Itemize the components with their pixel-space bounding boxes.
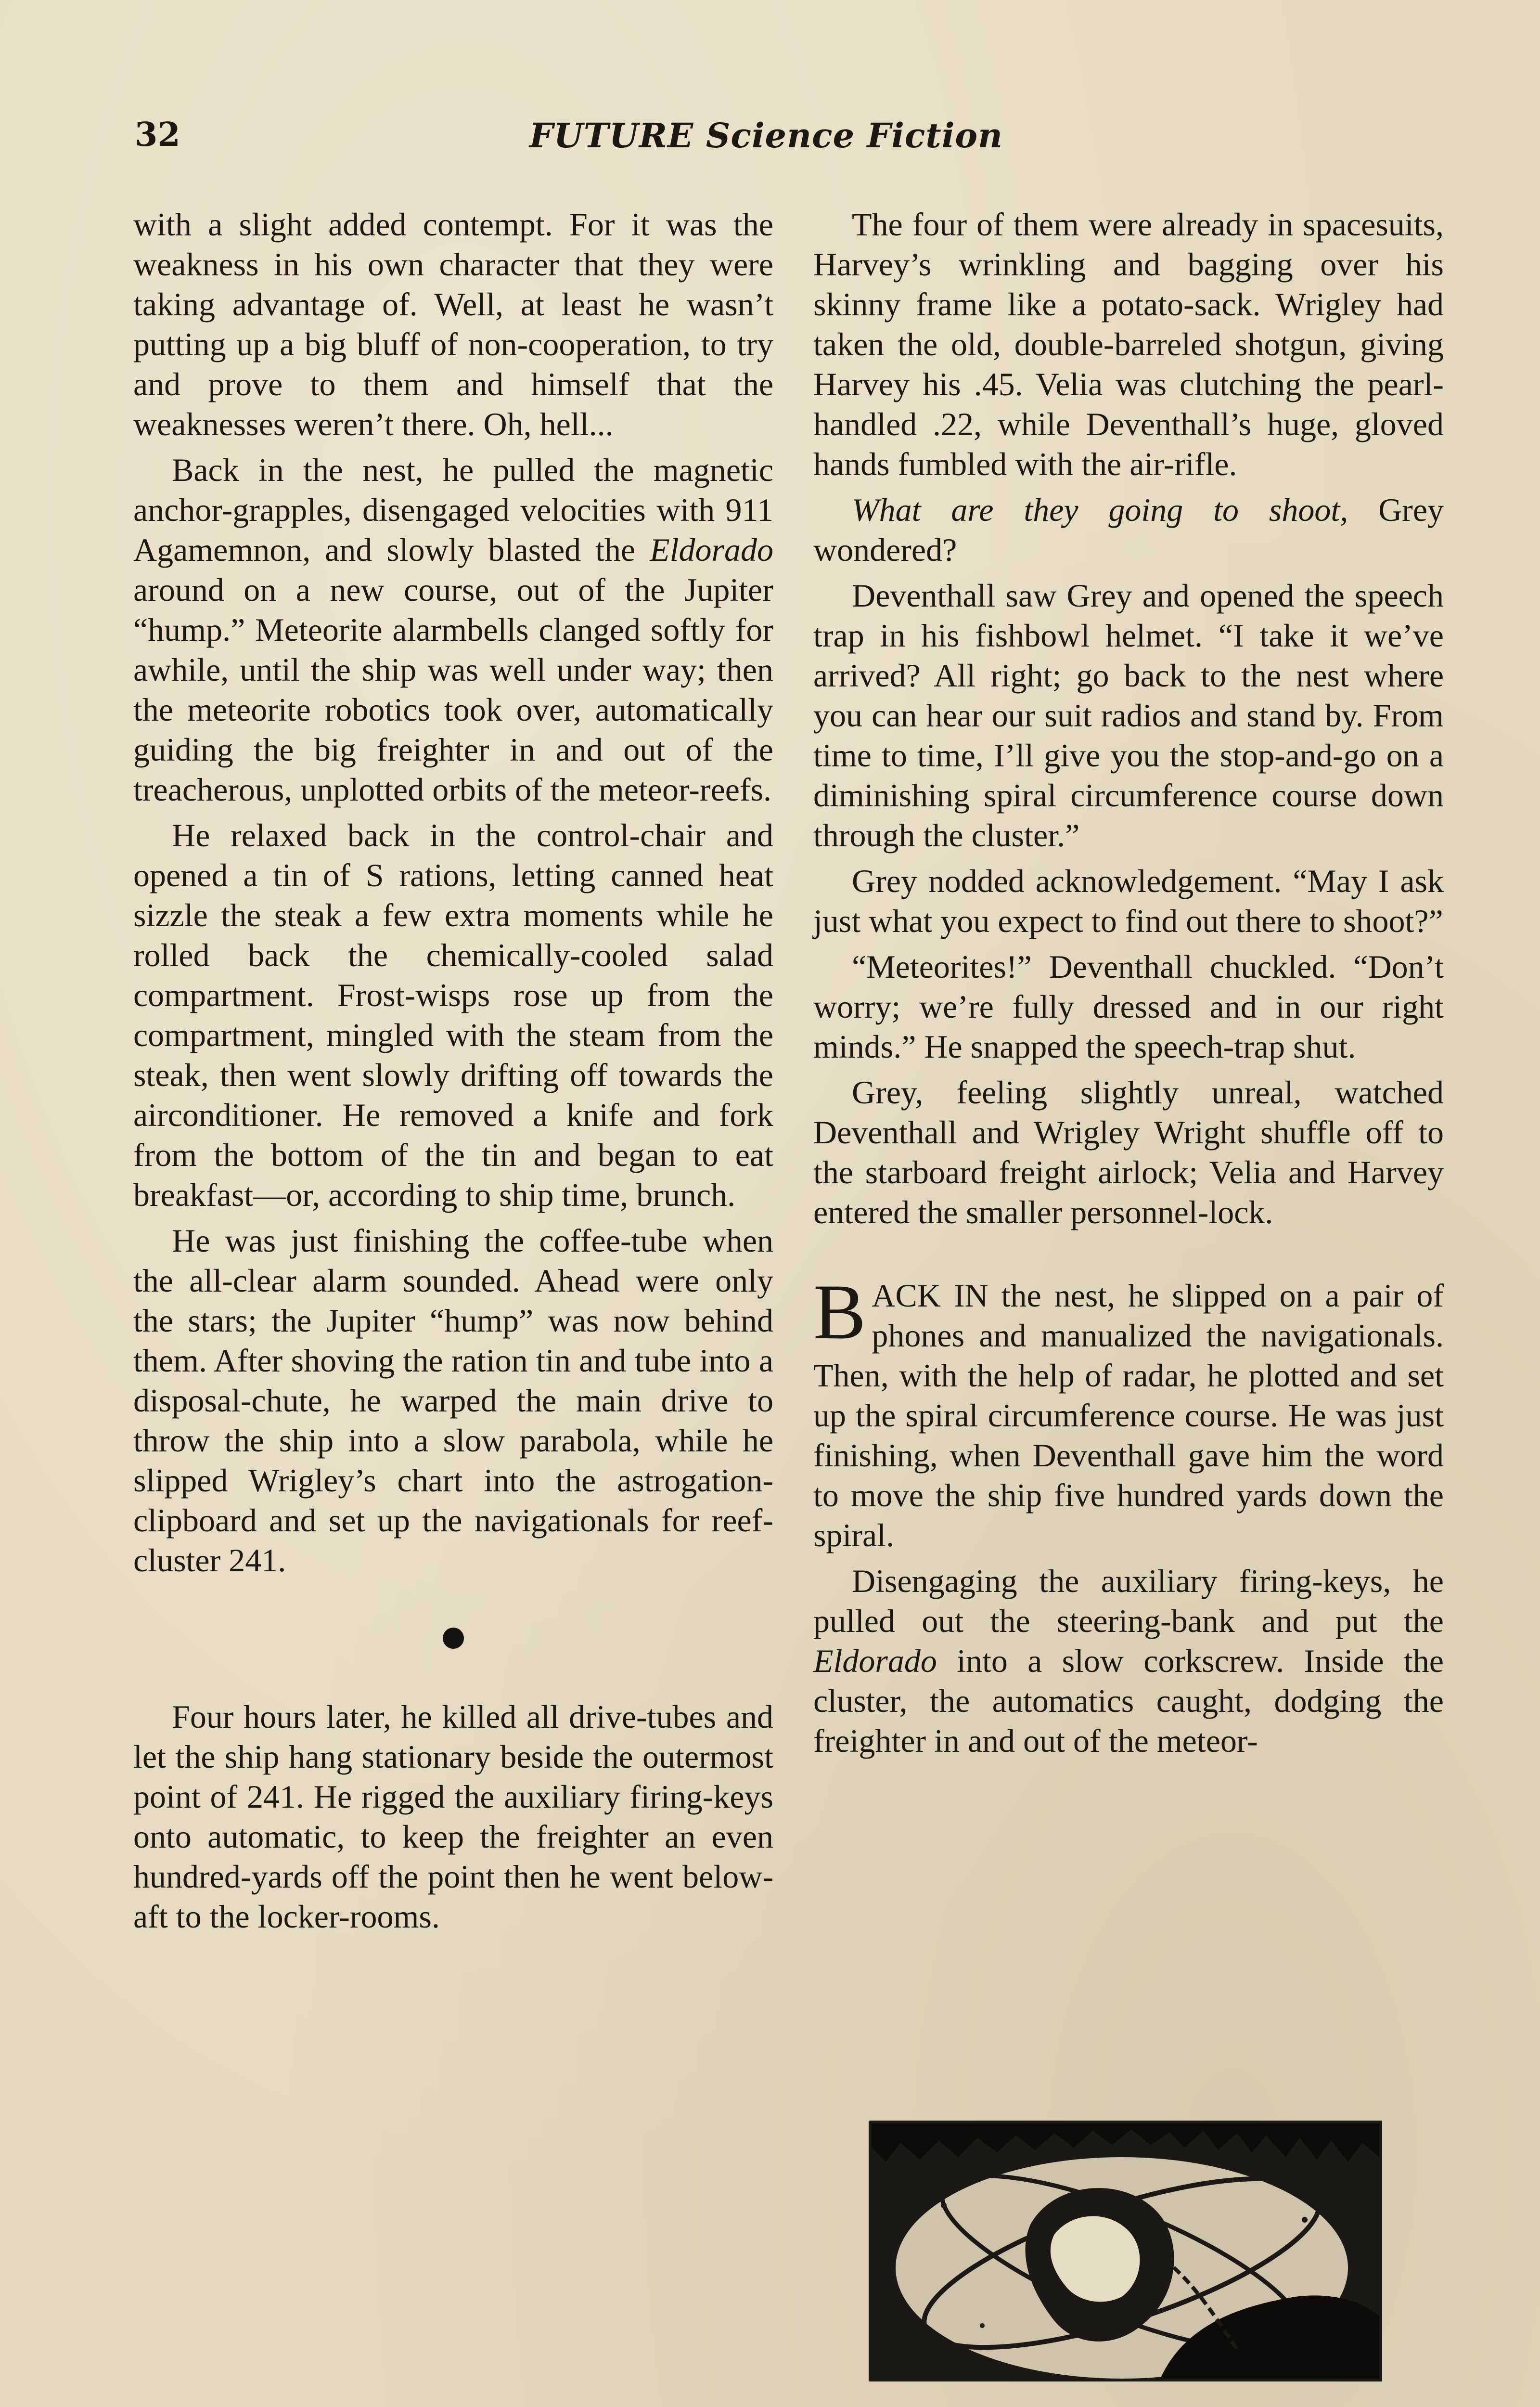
text-run: the nest, he slipped on a pair of phones and manualized the navigationals. Then, with the help of radar, he plotted and set up the spiral circumference course. He was just finishing, when Deventhall gave him the word to move the ship five hundred yards down the spiral. xyxy=(813,1277,1444,1553)
text-run: Disengaging the auxiliary firing-keys, he pulled out the steering-bank and put the xyxy=(813,1563,1444,1639)
right-column xyxy=(813,205,1444,1761)
paragraph: Deventhall saw Grey and opened the speech trap in his fishbowl helmet. “I take it we’ve arrived? All right; go back to the nest where you can hear our suit radios and stand by. From time to time, I’ll give you the stop-and-go on a diminishing spiral circumference course down through the cluster.” xyxy=(813,577,1444,854)
paragraph xyxy=(813,1561,1444,1761)
paragraph-dropcap xyxy=(813,1268,1444,1555)
illustration-drawing xyxy=(872,2123,1379,2379)
text-run: Back in the nest, he pulled the magnetic anchor-grapples, disengaged velocities with 911 Agamemnon, and slowly blasted the xyxy=(133,452,773,568)
page-number: 32 xyxy=(135,116,180,154)
running-title: FUTURE Science Fiction xyxy=(529,116,1003,155)
text-run: Grey wondered? xyxy=(813,492,1444,568)
italic-thought: What are they going to shoot, xyxy=(852,492,1348,528)
paragraph: He relaxed back in the control-chair and opened a tin of S rations, letting canned heat sizzle the steak a few extra moments while he rolled back the chemically-cooled salad compartment. Frost-wisps rose up from the compartment, mingled with the steam from the steak, then went slowly drifting off towards the airconditioner. He removed a knife and fork from the bottom of the tin and began to eat breakfast—or, according to ship time, brunch. xyxy=(133,817,773,1213)
spot-illustration xyxy=(869,2121,1382,2381)
paragraph: Grey, feeling slightly unreal, watched Deventhall and Wrigley Wright shuffle off to the starboard freight airlock; Velia and Harvey entered the smaller personnel-lock. xyxy=(813,1074,1444,1230)
text-run: around on a new course, out of the Jupiter “hump.” Meteorite alarmbells clanged softly for awhile, until the ship was well under way; then the meteorite robotics took over, automatically guiding the big freighter in and out of the treacherous, unplotted orbits of the meteor-reefs. xyxy=(133,571,773,808)
paragraph xyxy=(133,450,773,810)
left-column xyxy=(133,205,773,1937)
page-header xyxy=(130,116,1449,168)
paragraph xyxy=(813,490,1444,570)
lead-in: ACK IN xyxy=(872,1277,988,1314)
drop-cap: B xyxy=(813,1268,866,1356)
ship-name-italic: Eldorado xyxy=(650,531,773,568)
paragraph: Four hours later, he killed all drive-tubes and let the ship hang stationary beside the outermost point of 241. He rigged the auxiliary firing-keys onto automatic, to keep the freighter an even hundred-yards off the point then he went below-aft to the locker-rooms. xyxy=(133,1698,773,1935)
paragraph: The four of them were already in spacesuits, Harvey’s wrinkling and bagging over his skinny frame like a potato-sack. Wrigley had taken the old, double-barreled shotgun, giving Harvey his .45. Velia was clutching the pearl-handled .22, while Deventhall’s huge, gloved hands fumbled with the air-rifle. xyxy=(813,206,1444,482)
paragraph: with a slight added contempt. For it was the weakness in his own character that they were taking advantage of. Well, at least he wasn’t putting up a big bluff of non-cooperation, to try and prove to them and himself that the weaknesses weren’t there. Oh, hell... xyxy=(133,206,773,442)
ship-name-italic: Eldorado xyxy=(813,1643,937,1679)
section-break-dot xyxy=(443,1628,464,1649)
paragraph: Grey nodded acknowledgement. “May I ask just what you expect to find out there to shoot?” xyxy=(813,863,1444,939)
text-run: into a slow corkscrew. Inside the cluster, the automatics caught, dodging the freighter in and out of the meteor- xyxy=(813,1643,1444,1759)
paragraph: “Meteorites!” Deventhall chuckled. “Don’t worry; we’re fully dressed and in our right minds.” He snapped the speech-trap shut. xyxy=(813,948,1444,1065)
paragraph: He was just finishing the coffee-tube when the all-clear alarm sounded. Ahead were only the stars; the Jupiter “hump” was now behind them. After shoving the ration tin and tube into a disposal-chute, he warped the main drive to throw the ship into a slow parabola, while he slipped Wrigley’s chart into the astrogation-clipboard and set up the navigationals for reef-cluster 241. xyxy=(133,1222,773,1579)
